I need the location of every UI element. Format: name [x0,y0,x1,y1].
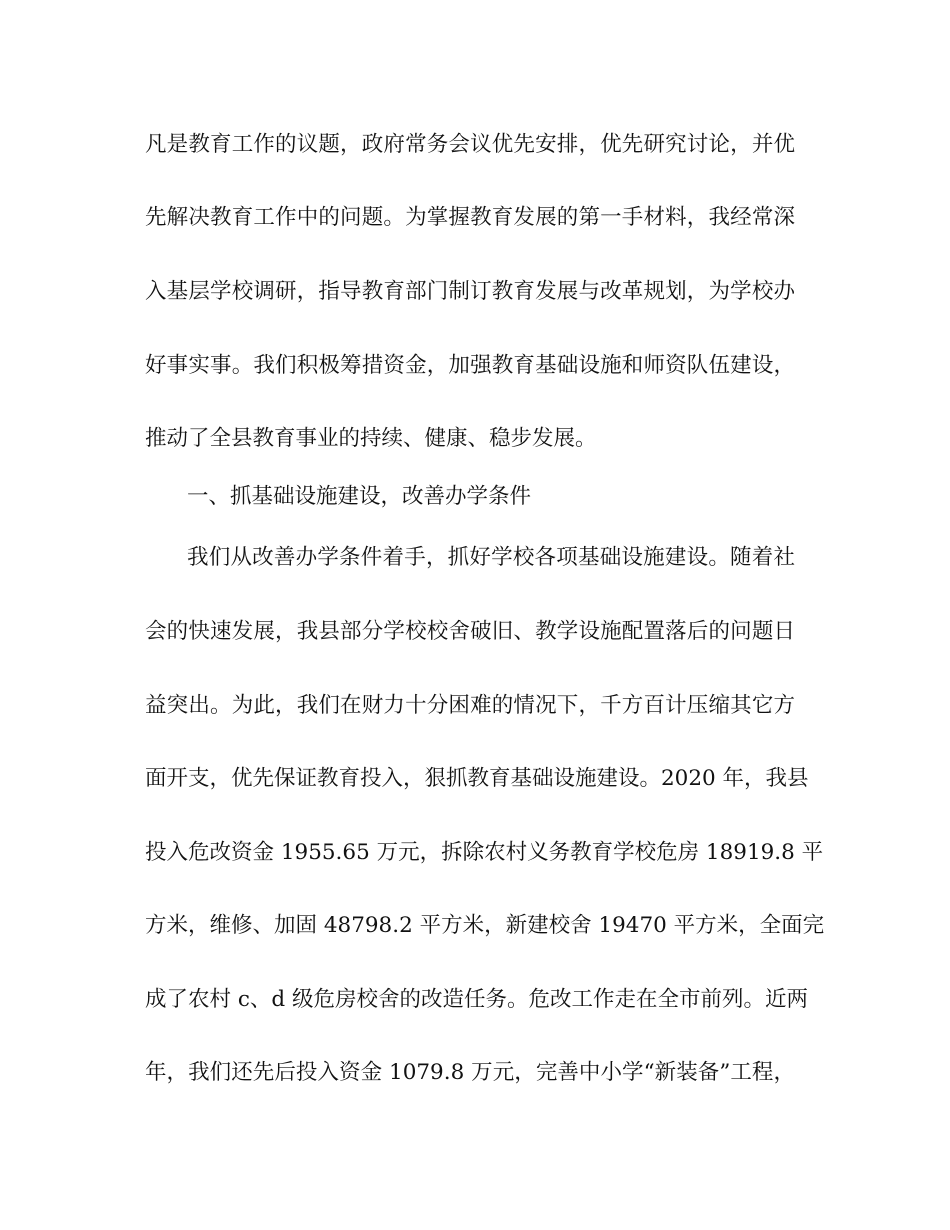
body-text-line: 成了农村 c、d 级危房校舍的改造任务。危改工作走在全市前列。近两 [145,987,808,1012]
body-text-line: 推动了全县教育事业的持续、健康、稳步发展。 [145,426,597,451]
body-text-line: 入基层学校调研，指导教育部门制订教育发展与改革规划，为学校办 [145,279,795,304]
section-heading: 一、抓基础设施建设，改善办学条件 [187,484,532,509]
body-text-line: 凡是教育工作的议题，政府常务会议优先安排，优先研究讨论，并优 [145,132,795,157]
body-text-line: 好事实事。我们积极筹措资金，加强教育基础设施和师资队伍建设， [145,353,795,378]
body-text-line: 方米，维修、加固 48798.2 平方米，新建校舍 19470 平方米，全面完 [145,913,825,938]
body-text-line: 年，我们还先后投入资金 1079.8 万元，完善中小学“新装备”工程， [145,1060,795,1085]
body-text-line: 我们从改善办学条件着手，抓好学校各项基础设施建设。随着社 [187,545,795,570]
body-text-line: 益突出。为此，我们在财力十分困难的情况下，千方百计压缩其它方 [145,693,795,718]
body-text-line: 投入危改资金 1955.65 万元，拆除农村义务教育学校危房 18919.8 平 [145,840,824,865]
body-text-line: 先解决教育工作中的问题。为掌握教育发展的第一手材料，我经常深 [145,205,795,230]
body-text-line: 面开支，优先保证教育投入，狠抓教育基础设施建设。2020 年，我县 [145,766,809,791]
body-text-line: 会的快速发展，我县部分学校校舍破旧、教学设施配置落后的问题日 [145,619,795,644]
